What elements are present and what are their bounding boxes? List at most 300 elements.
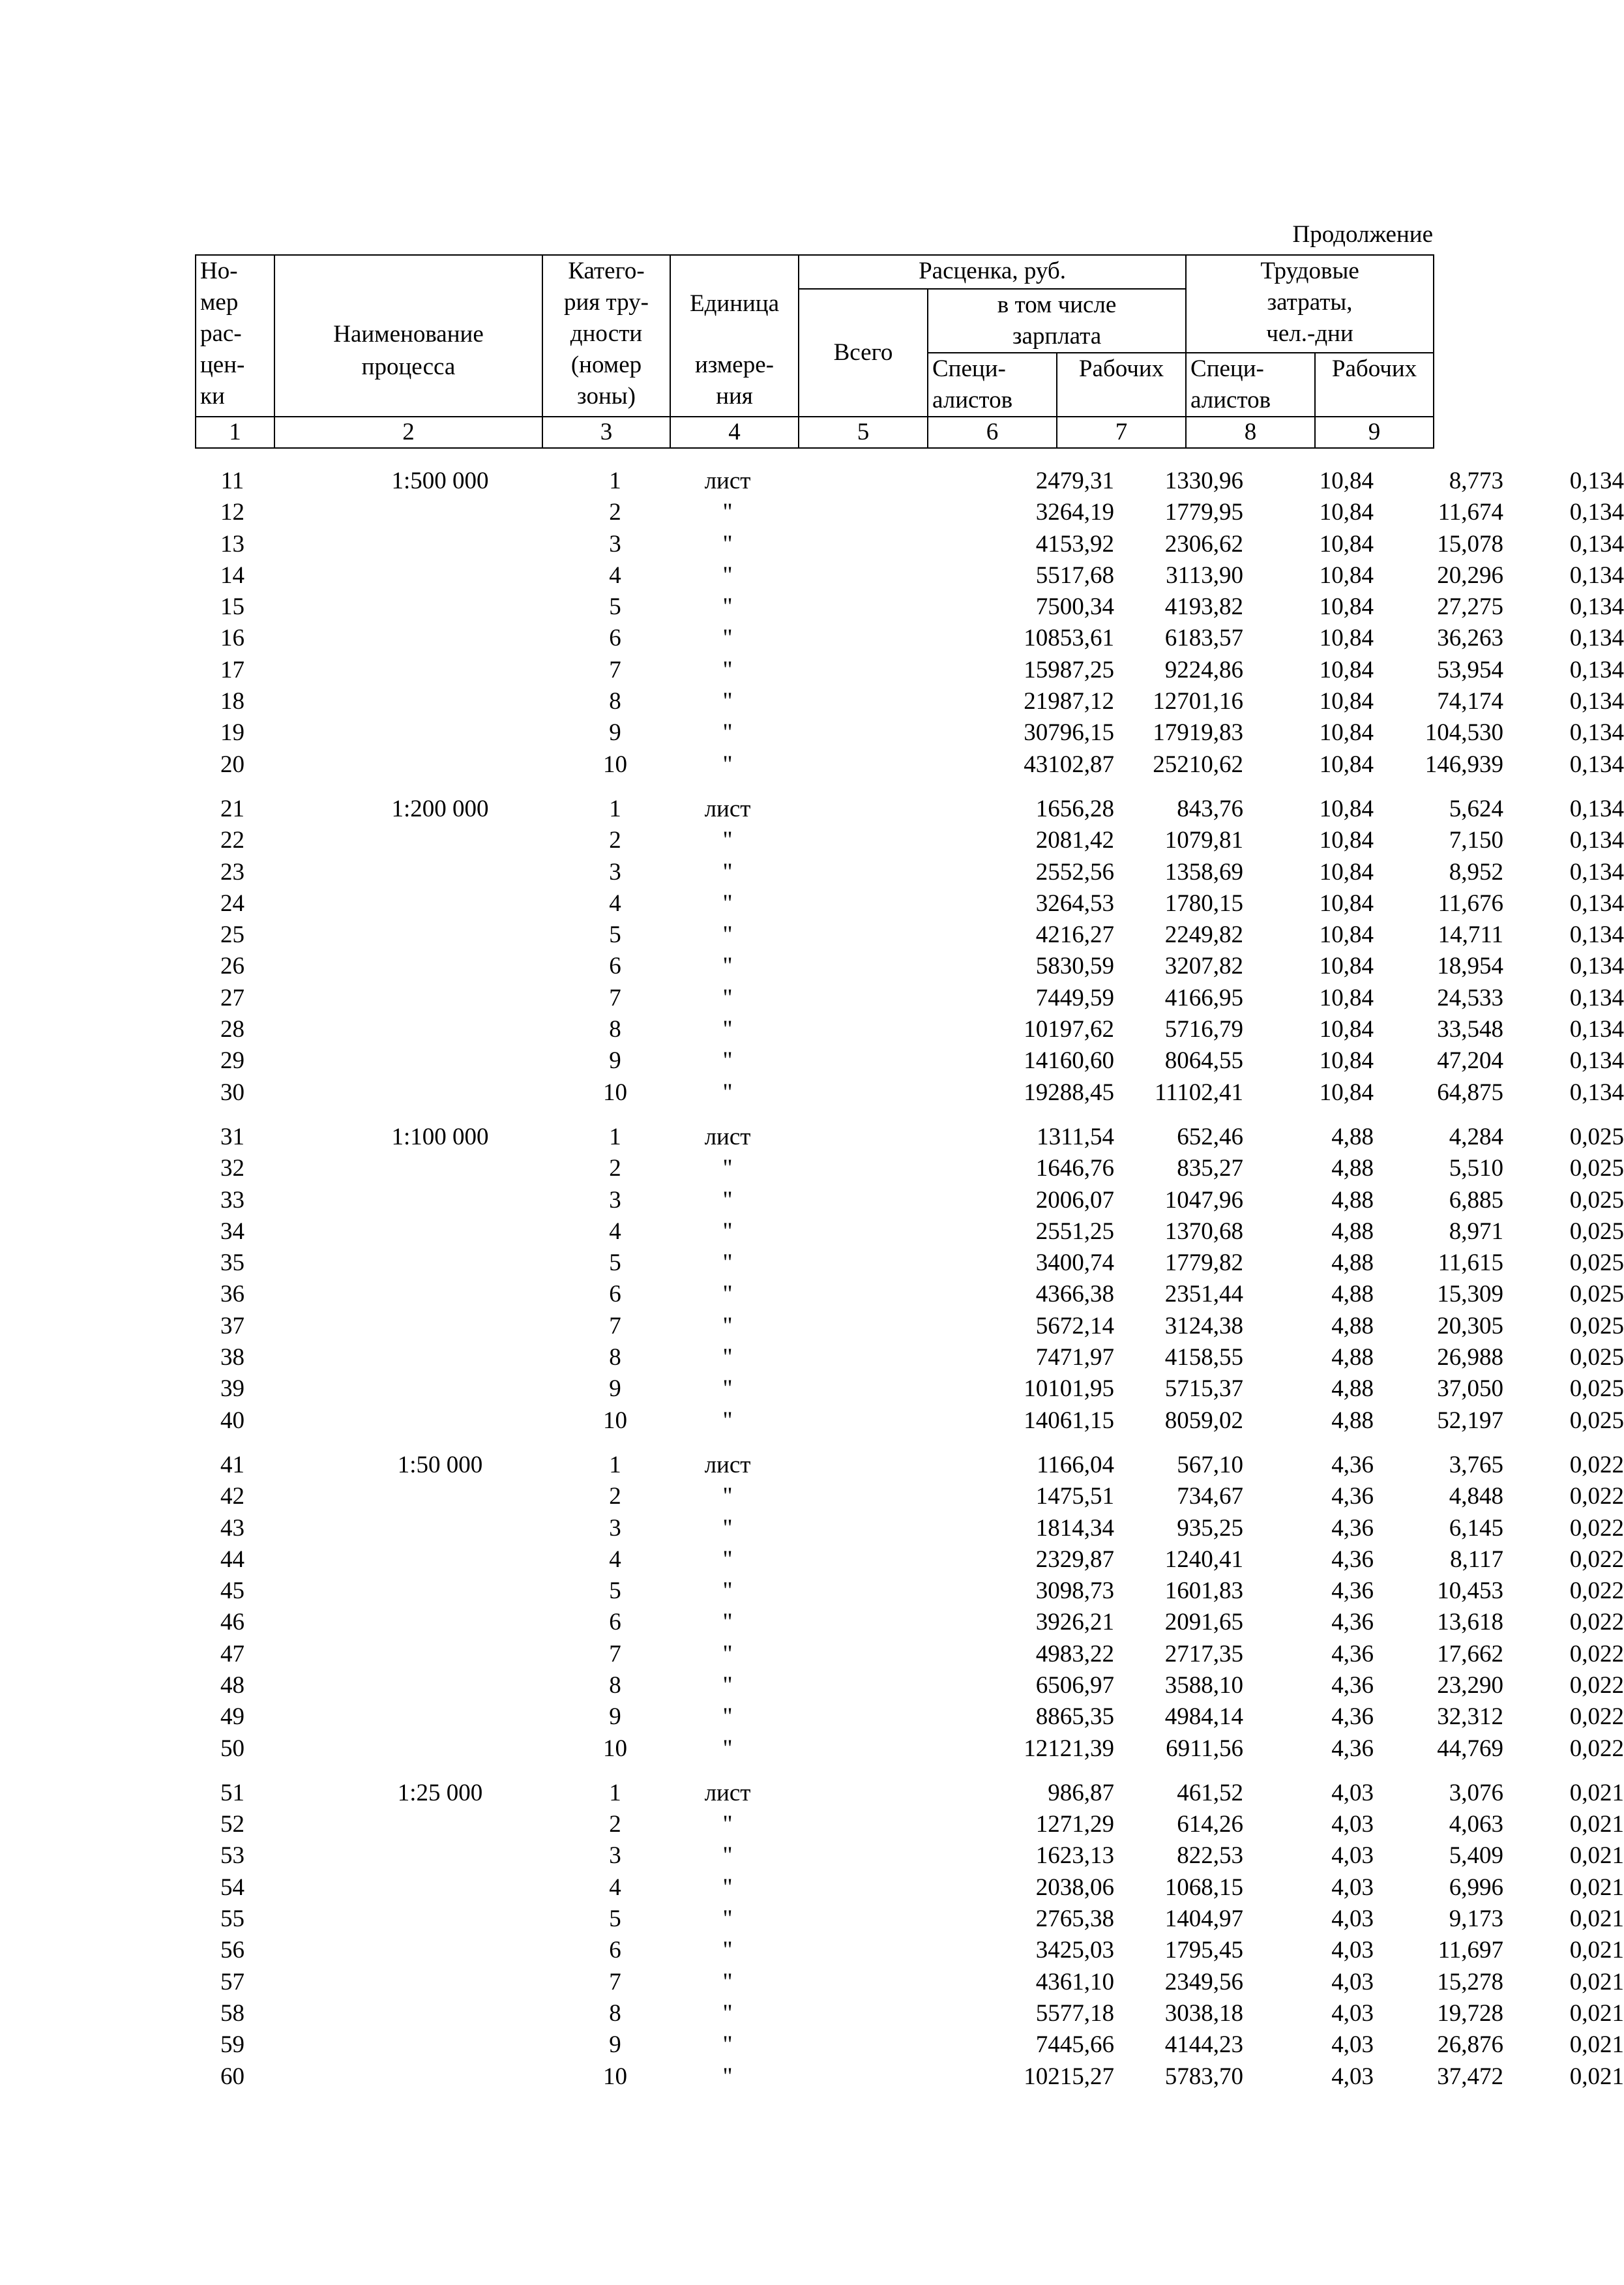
table-row [195,1216,1624,1247]
price-total-cell: 2765,38 [1035,1905,1114,1933]
difficulty-category-cell: 6 [609,1937,621,1964]
table-row [195,1450,1624,1481]
price-total-cell: 5517,68 [1035,561,1114,589]
table-row [195,1405,1624,1437]
table-row [195,655,1624,686]
header-unit: Единица измере- ния [670,255,799,417]
header-total: Всего [799,289,928,417]
labor-specialists-cell: 7,150 [1449,827,1503,854]
labor-workers-cell: 0,134 [1569,1079,1624,1106]
difficulty-category-cell: 9 [609,2031,621,2059]
salary-workers-cell: 10,84 [1319,593,1374,621]
rate-number-cell: 33 [220,1186,244,1214]
difficulty-category-cell: 1 [609,468,621,494]
labor-specialists-cell: 74,174 [1437,688,1503,715]
salary-specialists-cell: 2349,56 [1164,1968,1243,1995]
unit-cell: " [722,1375,733,1403]
salary-workers-cell: 4,03 [1331,1999,1374,2027]
labor-workers-cell: 0,134 [1569,719,1624,747]
labor-specialists-cell: 33,548 [1437,1016,1503,1043]
table-row [195,1998,1624,2029]
salary-specialists-cell: 3113,90 [1166,561,1243,589]
difficulty-category-cell: 10 [603,1079,627,1106]
labor-specialists-cell: 52,197 [1437,1407,1503,1434]
difficulty-category-cell: 6 [609,625,621,652]
rate-number-cell: 21 [220,795,244,822]
difficulty-category-cell: 8 [609,688,621,715]
salary-workers-cell: 4,03 [1331,2063,1374,2090]
table-row [195,1311,1624,1342]
labor-specialists-cell: 36,263 [1437,625,1503,652]
salary-workers-cell: 10,84 [1319,921,1374,949]
unit-cell: " [722,656,733,683]
labor-workers-cell: 0,021 [1569,2031,1624,2059]
labor-workers-cell: 0,022 [1569,1609,1624,1636]
salary-workers-cell: 4,88 [1331,1249,1374,1277]
salary-specialists-cell: 8059,02 [1164,1407,1243,1434]
table-row [195,1639,1624,1670]
difficulty-category-cell: 2 [609,1483,621,1510]
unit-cell: " [722,1047,733,1075]
labor-specialists-cell: 26,988 [1437,1344,1503,1371]
labor-specialists-cell: 10,453 [1437,1577,1503,1605]
process-name-cell: 1:200 000 [391,795,489,822]
process-name-cell: 1:100 000 [391,1123,489,1150]
unit-cell: " [722,2031,733,2059]
price-total-cell: 7500,34 [1035,593,1114,621]
salary-specialists-cell: 5716,79 [1164,1016,1243,1043]
salary-workers-cell: 4,36 [1331,1609,1374,1636]
table-row [195,1670,1624,1701]
price-total-cell: 2329,87 [1035,1546,1114,1573]
price-total-cell: 3098,73 [1035,1577,1114,1605]
labor-specialists-cell: 5,510 [1449,1155,1503,1182]
unit-cell: " [722,858,733,886]
rate-number-cell: 46 [220,1609,244,1636]
rate-number-cell: 19 [220,719,244,747]
salary-specialists-cell: 734,67 [1177,1483,1243,1510]
rate-number-cell: 17 [220,656,244,683]
labor-workers-cell: 0,022 [1569,1451,1624,1478]
header-salary-workers: Рабочих [1057,353,1186,417]
unit-cell: " [722,1155,733,1182]
rate-number-cell: 52 [220,1811,244,1838]
labor-specialists-cell: 24,533 [1437,984,1503,1011]
salary-workers-cell: 10,84 [1319,625,1374,652]
labor-workers-cell: 0,134 [1569,827,1624,854]
unit-cell: " [722,1407,733,1434]
salary-specialists-cell: 12701,16 [1153,688,1243,715]
salary-specialists-cell: 4144,23 [1164,2031,1243,2059]
price-total-cell: 4216,27 [1035,921,1114,949]
labor-specialists-cell: 8,773 [1449,468,1503,494]
table-row [195,591,1624,623]
unit-cell: " [722,1874,733,1901]
table-row [195,497,1624,528]
salary-specialists-cell: 9224,86 [1164,656,1243,683]
price-total-cell: 8865,35 [1035,1703,1114,1731]
price-total-cell: 2479,31 [1035,468,1114,494]
price-total-cell: 21987,12 [1024,688,1114,715]
price-total-cell: 1623,13 [1035,1842,1114,1870]
salary-workers-cell: 10,84 [1319,1079,1374,1106]
salary-workers-cell: 10,84 [1319,889,1374,917]
labor-workers-cell: 0,021 [1569,2063,1624,2090]
continuation-label: Продолжение [1292,221,1433,248]
labor-specialists-cell: 20,296 [1437,561,1503,589]
price-total-cell: 10197,62 [1024,1016,1114,1043]
salary-specialists-cell: 2717,35 [1164,1640,1243,1667]
salary-workers-cell: 4,88 [1331,1312,1374,1339]
salary-specialists-cell: 11102,41 [1154,1079,1243,1106]
rate-number-cell: 27 [220,984,244,1011]
difficulty-category-cell: 4 [609,1874,621,1901]
salary-specialists-cell: 461,52 [1177,1779,1243,1806]
difficulty-category-cell: 2 [609,1155,621,1182]
labor-workers-cell: 0,134 [1569,656,1624,683]
salary-workers-cell: 4,88 [1331,1217,1374,1245]
table-row [195,794,1624,825]
unit-cell: " [722,561,733,589]
rate-number-cell: 47 [220,1640,244,1667]
price-total-cell: 12121,39 [1024,1735,1114,1762]
unit-cell: " [722,1483,733,1510]
unit-cell: " [722,1079,733,1106]
unit-cell: " [722,2063,733,2090]
salary-workers-cell: 4,03 [1331,1937,1374,1964]
table-row [195,1279,1624,1310]
salary-workers-cell: 4,88 [1331,1155,1374,1182]
column-number: 3 [542,417,670,448]
rate-number-cell: 31 [220,1123,244,1150]
salary-specialists-cell: 835,27 [1177,1155,1243,1182]
rate-number-cell: 54 [220,1874,244,1901]
rate-number-cell: 41 [220,1451,244,1478]
salary-workers-cell: 4,36 [1331,1671,1374,1699]
salary-workers-cell: 4,03 [1331,1874,1374,1901]
difficulty-category-cell: 10 [603,1735,627,1762]
labor-specialists-cell: 6,885 [1449,1186,1503,1214]
table-row [195,1733,1624,1765]
salary-workers-cell: 4,03 [1331,1811,1374,1838]
labor-workers-cell: 0,025 [1569,1186,1624,1214]
labor-specialists-cell: 11,674 [1438,499,1503,526]
salary-specialists-cell: 25210,62 [1153,751,1243,778]
unit-cell: " [722,984,733,1011]
table-row [195,466,1624,497]
salary-specialists-cell: 2306,62 [1164,530,1243,558]
labor-workers-cell: 0,021 [1569,1905,1624,1933]
labor-specialists-cell: 146,939 [1425,751,1503,778]
salary-workers-cell: 4,03 [1331,2031,1374,2059]
rate-number-cell: 30 [220,1079,244,1106]
table-row [195,1935,1624,1966]
price-total-cell: 4153,92 [1035,530,1114,558]
salary-specialists-cell: 5783,70 [1164,2063,1243,2090]
difficulty-category-cell: 4 [609,1546,621,1573]
difficulty-category-cell: 10 [603,751,627,778]
price-total-cell: 2006,07 [1035,1186,1114,1214]
difficulty-category-cell: 8 [609,1999,621,2027]
price-total-cell: 3400,74 [1035,1249,1114,1277]
salary-workers-cell: 4,36 [1331,1546,1374,1573]
salary-specialists-cell: 1068,15 [1164,1874,1243,1901]
price-total-cell: 43102,87 [1024,751,1114,778]
column-number: 2 [274,417,542,448]
labor-workers-cell: 0,022 [1569,1640,1624,1667]
price-total-cell: 10215,27 [1024,2063,1114,2090]
salary-workers-cell: 10,84 [1319,953,1374,980]
header-labor-group: Трудовые затраты, чел.-дни [1186,255,1434,353]
rate-number-cell: 37 [220,1312,244,1339]
table-row [195,919,1624,951]
rate-number-cell: 57 [220,1968,244,1995]
table-row [195,1809,1624,1840]
salary-specialists-cell: 822,53 [1177,1842,1243,1870]
rate-number-cell: 35 [220,1249,244,1277]
table-row [195,888,1624,919]
difficulty-category-cell: 9 [609,1047,621,1075]
rate-number-cell: 43 [220,1514,244,1542]
labor-workers-cell: 0,025 [1569,1155,1624,1182]
labor-workers-cell: 0,025 [1569,1217,1624,1245]
difficulty-category-cell: 7 [609,1640,621,1667]
salary-specialists-cell: 652,46 [1177,1123,1243,1150]
labor-specialists-cell: 5,409 [1449,1842,1503,1870]
price-total-cell: 6506,97 [1035,1671,1114,1699]
price-total-cell: 1814,34 [1035,1514,1114,1542]
labor-workers-cell: 0,134 [1569,858,1624,886]
salary-specialists-cell: 1358,69 [1164,858,1243,886]
rate-number-cell: 45 [220,1577,244,1605]
process-name-cell: 1:500 000 [391,468,489,494]
difficulty-category-cell: 1 [609,1123,621,1150]
salary-workers-cell: 4,03 [1331,1968,1374,1995]
rate-number-cell: 22 [220,827,244,854]
labor-specialists-cell: 15,309 [1437,1281,1503,1308]
rate-number-cell: 44 [220,1546,244,1573]
unit-cell: " [722,593,733,621]
unit-cell: " [722,751,733,778]
labor-specialists-cell: 26,876 [1437,2031,1503,2059]
rate-number-cell: 34 [220,1217,244,1245]
unit-cell: " [722,1905,733,1933]
difficulty-category-cell: 3 [609,1186,621,1214]
difficulty-category-cell: 5 [609,1249,621,1277]
scale-group [195,794,1624,1109]
unit-cell: лист [704,795,751,822]
table-row [195,749,1624,781]
salary-workers-cell: 4,36 [1331,1514,1374,1542]
labor-specialists-cell: 15,278 [1437,1968,1503,1995]
price-total-cell: 4361,10 [1035,1968,1114,1995]
labor-workers-cell: 0,021 [1569,1874,1624,1901]
unit-cell: " [722,1281,733,1308]
rate-number-cell: 20 [220,751,244,778]
salary-workers-cell: 10,84 [1319,656,1374,683]
labor-workers-cell: 0,022 [1569,1671,1624,1699]
table-row [195,2029,1624,2061]
labor-workers-cell: 0,134 [1569,953,1624,980]
salary-specialists-cell: 1047,96 [1164,1186,1243,1214]
rate-number-cell: 24 [220,889,244,917]
salary-workers-cell: 4,88 [1331,1407,1374,1434]
labor-specialists-cell: 8,952 [1449,858,1503,886]
labor-workers-cell: 0,025 [1569,1375,1624,1403]
unit-cell: " [722,499,733,526]
unit-cell: " [722,889,733,917]
price-total-cell: 14160,60 [1024,1047,1114,1075]
price-total-cell: 3926,21 [1035,1609,1114,1636]
table-row [195,1778,1624,1809]
rate-number-cell: 14 [220,561,244,589]
labor-specialists-cell: 4,063 [1449,1811,1503,1838]
rate-number-cell: 25 [220,921,244,949]
labor-specialists-cell: 15,078 [1437,530,1503,558]
difficulty-category-cell: 1 [609,1451,621,1478]
table-row [195,1153,1624,1184]
table-row [195,1481,1624,1512]
salary-specialists-cell: 2351,44 [1164,1281,1243,1308]
salary-workers-cell: 10,84 [1319,1016,1374,1043]
rate-number-cell: 18 [220,688,244,715]
salary-workers-cell: 4,88 [1331,1123,1374,1150]
salary-workers-cell: 4,88 [1331,1375,1374,1403]
unit-cell: " [722,1312,733,1339]
labor-specialists-cell: 47,204 [1437,1047,1503,1075]
labor-specialists-cell: 8,117 [1450,1546,1503,1573]
rate-number-cell: 59 [220,2031,244,2059]
labor-specialists-cell: 53,954 [1437,656,1503,683]
scale-group [195,1122,1624,1437]
labor-specialists-cell: 18,954 [1437,953,1503,980]
labor-workers-cell: 0,134 [1569,751,1624,778]
salary-workers-cell: 10,84 [1319,827,1374,854]
price-total-cell: 2551,25 [1035,1217,1114,1245]
labor-workers-cell: 0,025 [1569,1407,1624,1434]
difficulty-category-cell: 3 [609,530,621,558]
salary-workers-cell: 10,84 [1319,561,1374,589]
table-row [195,1247,1624,1279]
header-difficulty-category: Катего- рия тру- дности (номер зоны) [542,255,670,417]
labor-workers-cell: 0,022 [1569,1546,1624,1573]
labor-specialists-cell: 104,530 [1425,719,1503,747]
salary-workers-cell: 10,84 [1319,688,1374,715]
unit-cell: " [722,1217,733,1245]
difficulty-category-cell: 5 [609,1577,621,1605]
salary-workers-cell: 10,84 [1319,858,1374,886]
unit-cell: " [722,1249,733,1277]
labor-workers-cell: 0,134 [1569,921,1624,949]
difficulty-category-cell: 4 [609,1217,621,1245]
labor-specialists-cell: 3,076 [1449,1779,1503,1806]
salary-specialists-cell: 1779,95 [1164,499,1243,526]
price-total-cell: 3425,03 [1035,1937,1114,1964]
labor-workers-cell: 0,134 [1569,688,1624,715]
rate-number-cell: 50 [220,1735,244,1762]
difficulty-category-cell: 6 [609,1609,621,1636]
labor-specialists-cell: 37,472 [1437,2063,1503,2090]
unit-cell: " [722,530,733,558]
labor-specialists-cell: 4,848 [1449,1483,1503,1510]
header-incl-salary: в том числе зарплата [928,289,1186,353]
labor-workers-cell: 0,134 [1569,593,1624,621]
salary-specialists-cell: 614,26 [1177,1811,1243,1838]
salary-specialists-cell: 3588,10 [1164,1671,1243,1699]
labor-specialists-cell: 44,769 [1437,1735,1503,1762]
unit-cell: " [722,1937,733,1964]
difficulty-category-cell: 7 [609,984,621,1011]
salary-specialists-cell: 4158,55 [1164,1344,1243,1371]
unit-cell: " [722,625,733,652]
table-row [195,1701,1624,1733]
unit-cell: " [722,1577,733,1605]
table-row [195,1122,1624,1153]
column-number: 9 [1315,417,1434,448]
unit-cell: " [722,1842,733,1870]
salary-specialists-cell: 3124,38 [1164,1312,1243,1339]
rate-number-cell: 15 [220,593,244,621]
difficulty-category-cell: 8 [609,1016,621,1043]
rate-number-cell: 32 [220,1155,244,1182]
salary-specialists-cell: 1079,81 [1164,827,1243,854]
labor-workers-cell: 0,025 [1569,1123,1624,1150]
price-total-cell: 4366,38 [1035,1281,1114,1308]
rate-number-cell: 42 [220,1483,244,1510]
salary-workers-cell: 10,84 [1319,719,1374,747]
unit-cell: " [722,921,733,949]
unit-cell: " [722,1186,733,1214]
difficulty-category-cell: 1 [609,795,621,822]
price-total-cell: 3264,19 [1035,499,1114,526]
labor-workers-cell: 0,025 [1569,1281,1624,1308]
salary-workers-cell: 10,84 [1319,1047,1374,1075]
difficulty-category-cell: 3 [609,1514,621,1542]
unit-cell: " [722,1514,733,1542]
labor-workers-cell: 0,025 [1569,1249,1624,1277]
price-total-cell: 7471,97 [1035,1344,1114,1371]
salary-specialists-cell: 2249,82 [1164,921,1243,949]
table-row [195,1513,1624,1544]
header-labor-specialists: Специ- алистов [1186,353,1315,417]
rate-number-cell: 28 [220,1016,244,1043]
column-number: 7 [1057,417,1186,448]
labor-workers-cell: 0,021 [1569,1811,1624,1838]
difficulty-category-cell: 8 [609,1344,621,1371]
header-salary-specialists: Специ- алистов [928,353,1057,417]
labor-workers-cell: 0,021 [1569,1779,1624,1806]
price-total-cell: 986,87 [1048,1779,1114,1806]
price-total-cell: 5577,18 [1035,1999,1114,2027]
labor-specialists-cell: 5,624 [1449,795,1503,822]
column-number: 5 [799,417,928,448]
difficulty-category-cell: 5 [609,1905,621,1933]
rate-number-cell: 56 [220,1937,244,1964]
labor-workers-cell: 0,025 [1569,1344,1624,1371]
column-number: 4 [670,417,799,448]
salary-specialists-cell: 4984,14 [1164,1703,1243,1731]
labor-specialists-cell: 14,711 [1438,921,1503,949]
table-row [195,717,1624,749]
table-row [195,1967,1624,1998]
price-total-cell: 30796,15 [1024,719,1114,747]
difficulty-category-cell: 9 [609,1703,621,1731]
table-row [195,1185,1624,1216]
unit-cell: лист [704,1779,751,1806]
labor-specialists-cell: 11,697 [1438,1937,1503,1964]
table-row [195,825,1624,856]
price-total-cell: 3264,53 [1035,889,1114,917]
